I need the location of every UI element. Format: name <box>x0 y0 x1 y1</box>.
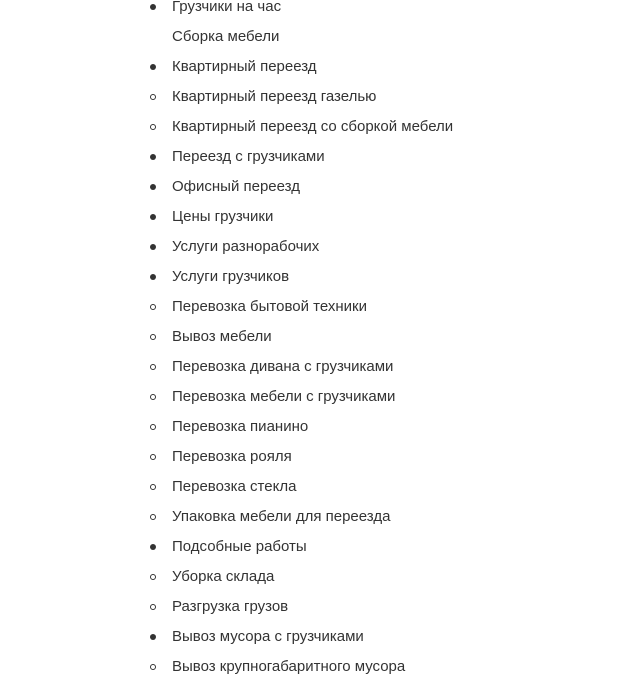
bullet-icon <box>150 664 156 670</box>
menu-link[interactable]: Перевозка рояля <box>172 448 292 465</box>
menu-link[interactable]: Услуги разнорабочих <box>172 238 320 255</box>
menu-link[interactable]: Вывоз мебели <box>172 328 272 345</box>
services-menu <box>150 0 453 682</box>
bullet-icon <box>150 484 156 490</box>
menu-link[interactable]: Вывоз крупногабаритного мусора <box>172 658 406 675</box>
bullet-icon <box>150 544 156 550</box>
menu-link[interactable]: Офисный переезд <box>172 178 300 195</box>
menu-item-perevozka-divana <box>150 352 453 382</box>
menu-item-vyvoz-krupnogabaritnogo <box>150 652 453 682</box>
menu-item-uborka-sklada <box>150 562 453 592</box>
bullet-icon <box>150 454 156 460</box>
bullet-icon <box>150 364 156 370</box>
menu-item-upakovka-mebeli <box>150 502 453 532</box>
menu-item-perevozka-pianino <box>150 412 453 442</box>
bullet-icon <box>150 184 156 190</box>
bullet-icon <box>150 214 156 220</box>
menu-item-perevozka-stekla <box>150 472 453 502</box>
menu-item-ofisnyi-pereezd <box>150 172 453 202</box>
menu-item-vyvoz-musora <box>150 622 453 652</box>
bullet-icon <box>150 304 156 310</box>
menu-link[interactable]: Квартирный переезд со сборкой мебели <box>172 118 454 135</box>
bullet-icon <box>150 64 156 70</box>
bullet-icon <box>150 4 156 10</box>
menu-link[interactable]: Квартирный переезд газелью <box>172 88 377 105</box>
menu-item-uslugi-gruzchikov <box>150 262 453 292</box>
menu-item-podsobnye-raboty <box>150 532 453 562</box>
menu-link[interactable]: Перевозка стекла <box>172 478 297 495</box>
menu-item-tseny-gruzchiki <box>150 202 453 232</box>
menu-link[interactable]: Перевозка мебели с грузчиками <box>172 388 396 405</box>
bullet-icon <box>150 604 156 610</box>
menu-link[interactable]: Уборка склада <box>172 568 275 585</box>
menu-link[interactable]: Подсобные работы <box>172 538 307 555</box>
bullet-icon <box>150 574 156 580</box>
menu-link[interactable]: Перевозка пианино <box>172 418 309 435</box>
menu-link[interactable]: Вывоз мусора с грузчиками <box>172 628 364 645</box>
menu-link[interactable]: Квартирный переезд <box>172 58 317 75</box>
menu-item-pereezd-s-gruzchikami <box>150 142 453 172</box>
menu-item-perevozka-royalya <box>150 442 453 472</box>
menu-link[interactable]: Цены грузчики <box>172 208 274 225</box>
menu-item-sborka-mebeli <box>150 22 453 52</box>
menu-item-perevozka-mebeli <box>150 382 453 412</box>
menu-item-pereezd-so-sborkoi <box>150 112 453 142</box>
bullet-icon <box>150 424 156 430</box>
menu-item-razgruzka-gruzov <box>150 592 453 622</box>
bullet-icon <box>150 154 156 160</box>
menu-link[interactable]: Переезд с грузчиками <box>172 148 325 165</box>
bullet-icon <box>150 334 156 340</box>
menu-link[interactable]: Разгрузка грузов <box>172 598 289 615</box>
bullet-icon <box>150 244 156 250</box>
bullet-icon <box>150 94 156 100</box>
menu-item-pereezd-gazelyu <box>150 82 453 112</box>
menu-item-perevozka-tekhniki <box>150 292 453 322</box>
menu-link[interactable]: Грузчики на час <box>172 0 282 15</box>
menu-link[interactable]: Упаковка мебели для переезда <box>172 508 391 525</box>
menu-item-uslugi-raznorabochikh <box>150 232 453 262</box>
bullet-icon <box>150 634 156 640</box>
bullet-icon <box>150 124 156 130</box>
bullet-icon <box>150 274 156 280</box>
menu-item-vyvoz-mebeli <box>150 322 453 352</box>
menu-link[interactable]: Перевозка дивана с грузчиками <box>172 358 394 375</box>
menu-link[interactable]: Сборка мебели <box>172 28 280 45</box>
menu-link[interactable]: Перевозка бытовой техники <box>172 298 367 315</box>
bullet-icon <box>150 514 156 520</box>
menu-item-kvartirnyi-pereezd <box>150 52 453 82</box>
menu-item-gruzchiki-na-chas <box>150 0 453 22</box>
bullet-icon <box>150 394 156 400</box>
menu-link[interactable]: Услуги грузчиков <box>172 268 290 285</box>
